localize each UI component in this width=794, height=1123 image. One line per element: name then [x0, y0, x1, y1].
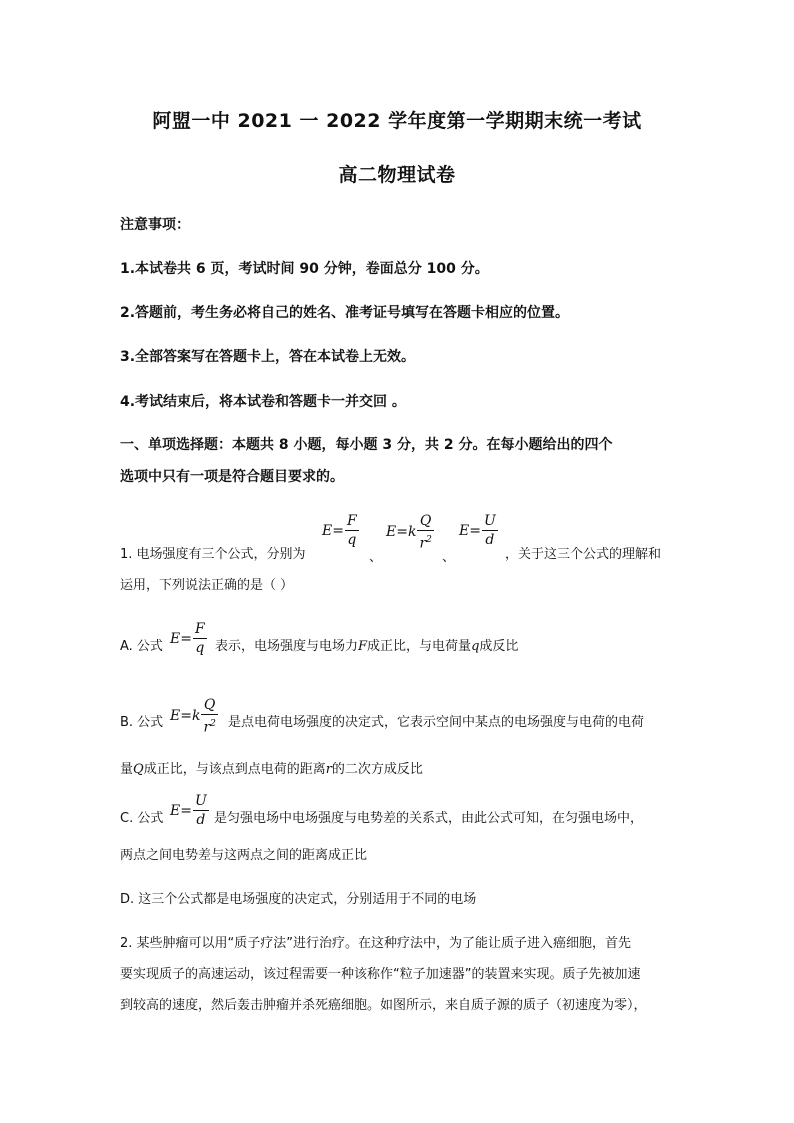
formula-E-U-over-d: E= $\frac{U}{d}$ [459, 513, 496, 548]
section-heading-cont: 选项中只有一项是符合题目要求的。 [120, 469, 344, 485]
q1-prefix: 1. 电场强度有三个公式，分别为 [120, 547, 306, 562]
option-c-text-cont: 两点之间电势差与这两点之间的距离成正比 [120, 848, 368, 863]
notice-item: 2.答题前，考生务必将自己的姓名、准考证号填写在答题卡相应的位置。 [120, 305, 570, 321]
formula-E-U-over-d: E= $\frac{U}{d}$ [170, 793, 207, 828]
option-b-text: 是点电荷电场强度的决定式，它表示空间中某点的电场强度与电荷的电荷 [228, 715, 645, 730]
formula-E-kQ-over-r2: E=k $\frac{Q}{r^2}$ [386, 513, 432, 552]
q1-suffix: ，关于这三个公式的理解和 [505, 547, 662, 562]
q1-stem-cont: 运用，下列说法正确的是（ ） [120, 578, 294, 593]
option-d-text: D. 这三个公式都是电场强度的决定式，分别适用于不同的电场 [120, 892, 477, 907]
notice-item: 4.考试结束后，将本试卷和答题卡一并交回 。 [120, 394, 406, 410]
option-b-label: B. 公式 [120, 715, 164, 730]
formula-E-kQ-over-r2: E=k $\frac{Q}{r^2}$ [170, 697, 216, 736]
notice-heading: 注意事项： [120, 217, 190, 233]
q2-line: 2. 某些肿瘤可以用“质子疗法”进行治疗。在这种疗法中，为了能让质子进入癌细胞，首先 [120, 936, 632, 951]
q2-line: 要实现质子的高速运动，该过程需要一种该称作“粒子加速器”的装置来实现。质子先被加速 [120, 967, 641, 982]
notice-item: 1.本试卷共 6 页，考试时间 90 分钟，卷面总分 100 分。 [120, 261, 489, 277]
exam-subtitle: 高二物理试卷 [338, 164, 456, 186]
exam-title: 阿盟一中 2021 一 2022 学年度第一学期期末统一考试 [152, 110, 642, 132]
notice-item: 3.全部答案写在答题卡上，答在本试卷上无效。 [120, 349, 416, 365]
option-c-label: C. 公式 [120, 811, 164, 826]
option-a-label: A. 公式 [120, 639, 163, 654]
q1-sep: 、 [442, 550, 456, 565]
option-c-text: 是匀强电场中电场强度与电势差的关系式，由此公式可知，在匀强电场中， [214, 811, 644, 826]
section-heading: 一、单项选择题：本题共 8 小题，每小题 3 分，共 2 分。在每小题给出的四个 [120, 437, 613, 453]
formula-E-F-over-q: E= $\frac{F}{q}$ [322, 513, 357, 548]
option-a-text: 表示，电场强度与电场力F成正比，与电荷量q成反比 [215, 639, 519, 654]
option-b-text-cont: 量Q成正比，与该点到点电荷的距离r的二次方成反比 [120, 762, 423, 777]
q1-sep: 、 [369, 550, 383, 565]
q2-line: 到较高的速度，然后轰击肿瘤并杀死癌细胞。如图所示，来自质子源的质子（初速度为零）， [120, 998, 647, 1013]
formula-E-F-over-q: E= $\frac{F}{q}$ [170, 621, 205, 656]
